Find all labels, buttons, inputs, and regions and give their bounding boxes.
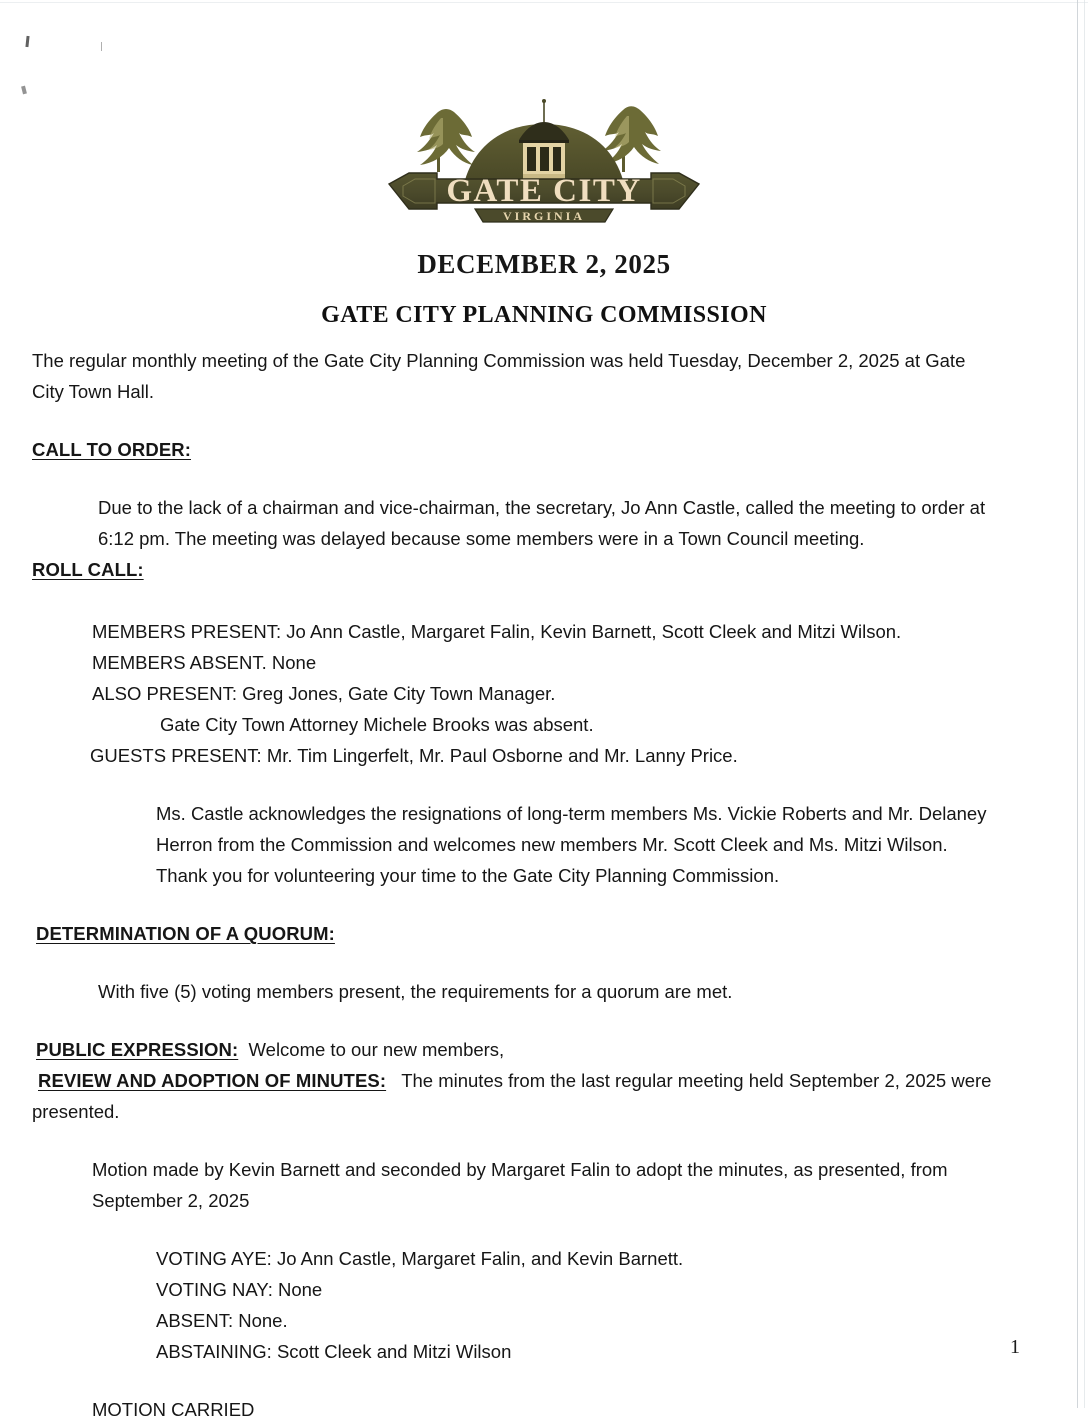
review-minutes-body-line-1: The minutes from the last regular meeting held September 2, 2025 were [401,1070,992,1091]
section-heading-public-expression: PUBLIC EXPRESSION: [36,1039,239,1060]
logo-town-name: GATE CITY [446,173,642,209]
meeting-date: DECEMBER 2, 2025 [417,249,671,279]
motion-line-2: September 2, 2025 [92,1190,250,1211]
section-heading-review-minutes: REVIEW AND ADOPTION OF MINUTES: [38,1070,387,1091]
guests-present: GUESTS PRESENT: Mr. Tim Lingerfelt, Mr. Paul Osborne and Mr. Lanny Price. [90,745,738,766]
document-body [32,345,1032,1425]
review-minutes-row [32,1065,1032,1096]
intro-line-1: The regular monthly meeting of the Gate City Planning Commission was held Tuesday, December 2, 2025 at Gate [32,350,966,371]
gazebo-roof [519,122,569,140]
voting-abstaining: ABSTAINING: Scott Cleek and Mitzi Wilson [156,1341,512,1362]
voting-absent: ABSENT: None. [156,1310,288,1331]
section-heading-roll-call: ROLL CALL: [32,559,144,580]
public-expression-row [32,1034,1032,1065]
members-absent: MEMBERS ABSENT. None [92,652,317,673]
voting-aye: VOTING AYE: Jo Ann Castle, Margaret Falin, and Kevin Barnett. [156,1248,684,1269]
call-to-order-line-2: 6:12 pm. The meeting was delayed because some members were in a Town Council meeting. [98,528,865,549]
members-present: MEMBERS PRESENT: Jo Ann Castle, Margaret Falin, Kevin Barnett, Scott Cleek and Mitzi Wilson. [92,621,902,642]
gate-city-logo [379,88,709,230]
quorum-body: With five (5) voting members present, the requirements for a quorum are met. [98,981,733,1002]
tree-left-icon [417,109,475,172]
call-to-order-line-1: Due to the lack of a chairman and vice-chairman, the secretary, Jo Ann Castle, called the meeting to order at [98,497,986,518]
motion-line-1: Motion made by Kevin Barnett and seconded by Margaret Falin to adopt the minutes, as presented, from [92,1159,948,1180]
motion-result: MOTION CARRIED [92,1399,255,1420]
gate-city-logo-art [379,88,709,230]
town-attorney-absent: Gate City Town Attorney Michele Brooks was absent. [160,714,594,735]
masthead [0,88,1088,329]
scan-speck [25,36,29,47]
page-number: 1 [1010,1336,1020,1358]
intro-line-2: City Town Hall. [32,381,155,402]
also-present: ALSO PRESENT: Greg Jones, Gate City Town Manager. [92,683,556,704]
review-minutes-body-line-2: presented. [32,1101,120,1122]
acknowledgment-line-3: Thank you for volunteering your time to the Gate City Planning Commission. [156,865,780,886]
page-title: GATE CITY PLANNING COMMISSION [321,302,767,328]
section-heading-call-to-order: CALL TO ORDER: [32,439,191,460]
scan-speck [101,42,102,51]
scan-edge-top [0,2,1088,3]
logo-state-name: VIRGINIA [502,209,586,223]
acknowledgment-line-1: Ms. Castle acknowledges the resignations of long-term members Ms. Vickie Roberts and Mr. Delaney [156,803,987,824]
acknowledgment-line-2: Herron from the Commission and welcomes new members Mr. Scott Cleek and Ms. Mitzi Wilson. [156,834,948,855]
section-heading-quorum: DETERMINATION OF A QUORUM: [36,923,335,944]
public-expression-body: Welcome to our new members, [248,1039,505,1060]
voting-nay: VOTING NAY: None [156,1279,323,1300]
